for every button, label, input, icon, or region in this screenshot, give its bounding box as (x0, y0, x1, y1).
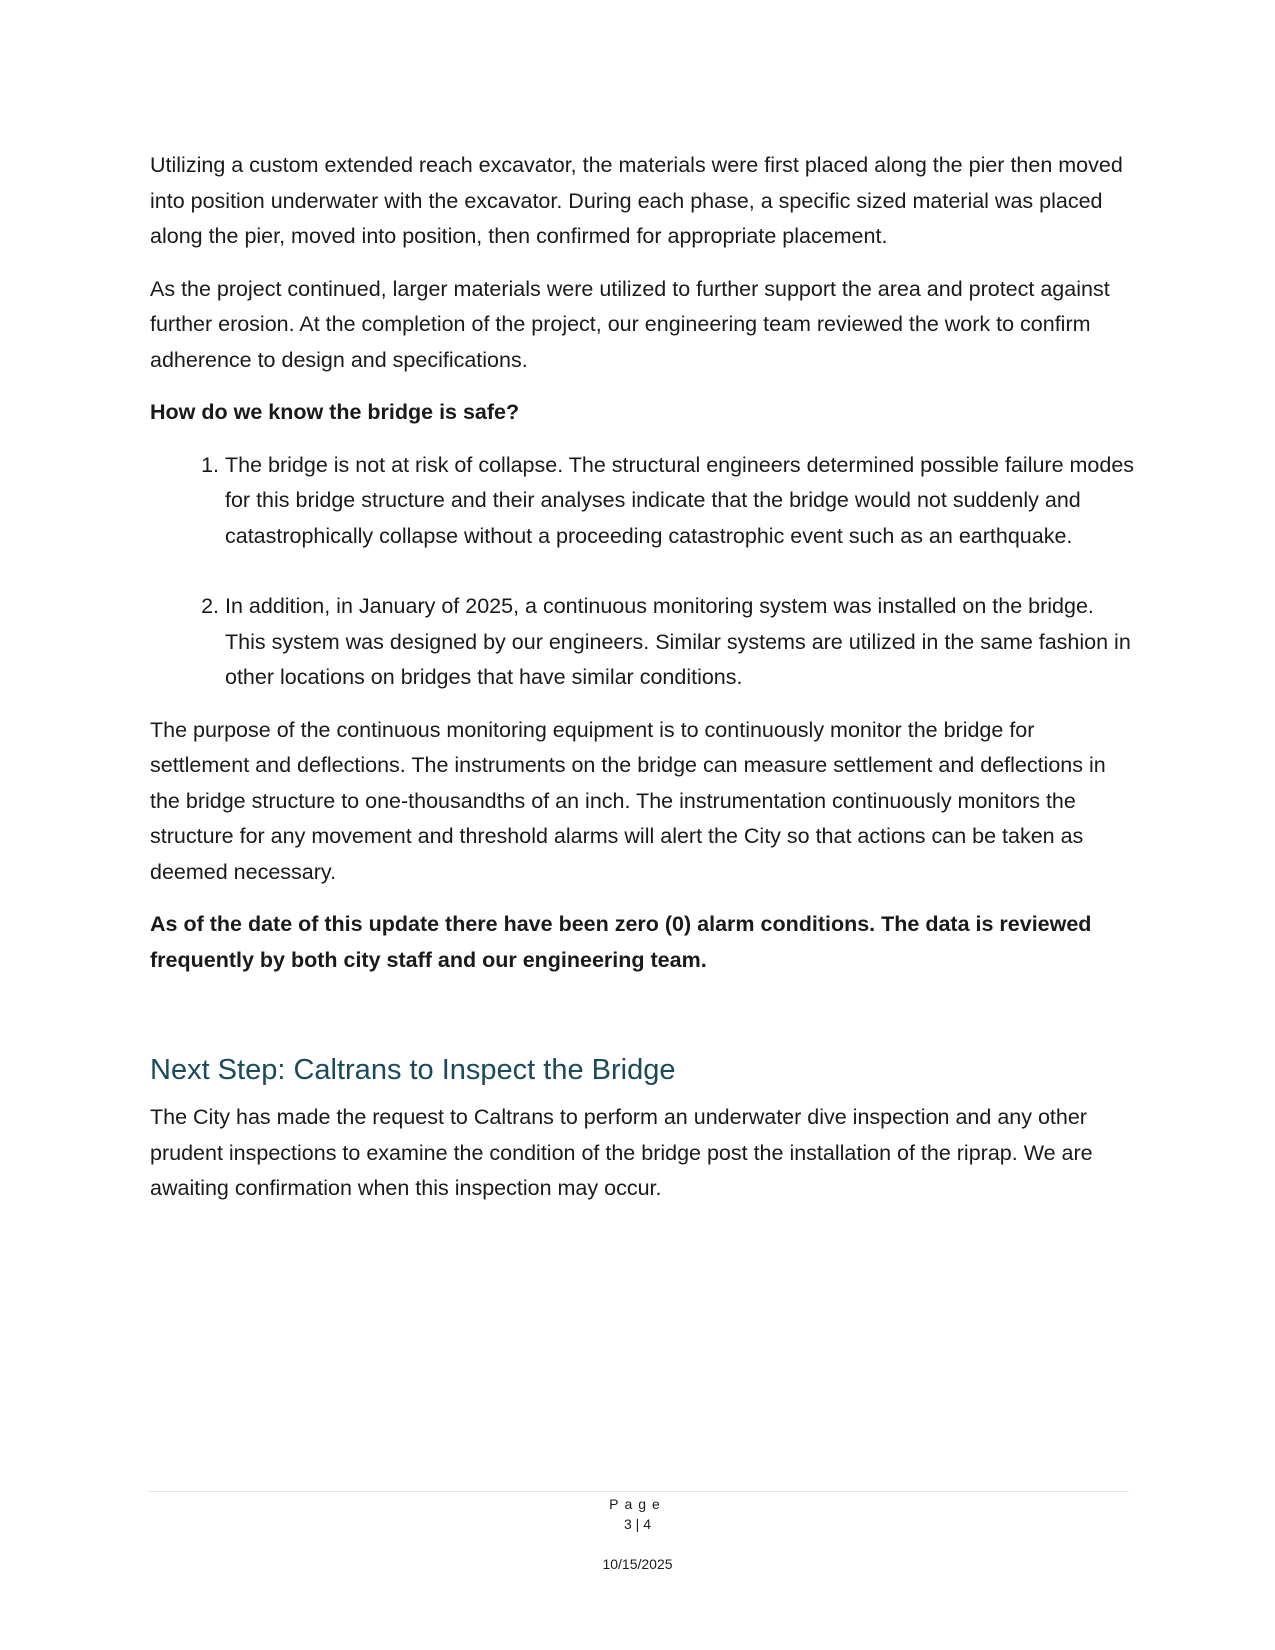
list-item: 2. In addition, in January of 2025, a continuous monitoring system was installed on the bridge. This system was designed by our engineers. Similar systems are utilized in the same fashion in other locations on bridges that have similar conditions. (225, 589, 1135, 696)
section-heading: Next Step: Caltrans to Inspect the Bridge (150, 1054, 676, 1086)
footer-date: 10/15/2025 (602, 1556, 673, 1572)
safety-list (150, 448, 1135, 696)
question-heading: How do we know the bridge is safe? (150, 400, 520, 424)
alarm-statement: As of the date of this update there have been zero (0) alarm conditions. The data is reviewed frequently by both city staff and our engineering team. (150, 912, 1092, 972)
paragraph-caltrans: The City has made the request to Caltrans to perform an underwater dive inspection and any other prudent inspections to examine the condition of the bridge post the installation of the riprap. We are awaiting confirmation when this inspection may occur. (150, 1105, 1093, 1200)
list-item: 1. The bridge is not at risk of collapse. The structural engineers determined possible failure modes for this bridge structure and their analyses indicate that the bridge would not suddenly and catastrophically collapse without a proceeding catastrophic event such as an earthquake. (225, 448, 1135, 555)
footer-divider (147, 1491, 1129, 1492)
paragraph-monitoring: The purpose of the continuous monitoring equipment is to continuously monitor the bridge for settlement and deflections. The instruments on the bridge can measure settlement and deflections in the bridge structure to one-thousandths of an inch. The instrumentation continuously monitors the structure for any movement and threshold alarms will alert the City so that actions can be taken as deemed necessary. (150, 717, 1106, 884)
paragraph-excavator: Utilizing a custom extended reach excavator, the materials were first placed along the pier then moved into position underwater with the excavator. During each phase, a specific sized material was placed along the pier, moved into position, then confirmed for appropriate placement. (150, 153, 1123, 248)
paragraph-erosion: As the project continued, larger materials were utilized to further support the area and protect against further erosion. At the completion of the project, our engineering team reviewed the work to confirm adherence to design and specifications. (150, 276, 1110, 372)
document-body (150, 148, 1135, 1224)
footer-page-label: Page (609, 1496, 666, 1512)
footer-page-number: 3 | 4 (624, 1516, 651, 1532)
